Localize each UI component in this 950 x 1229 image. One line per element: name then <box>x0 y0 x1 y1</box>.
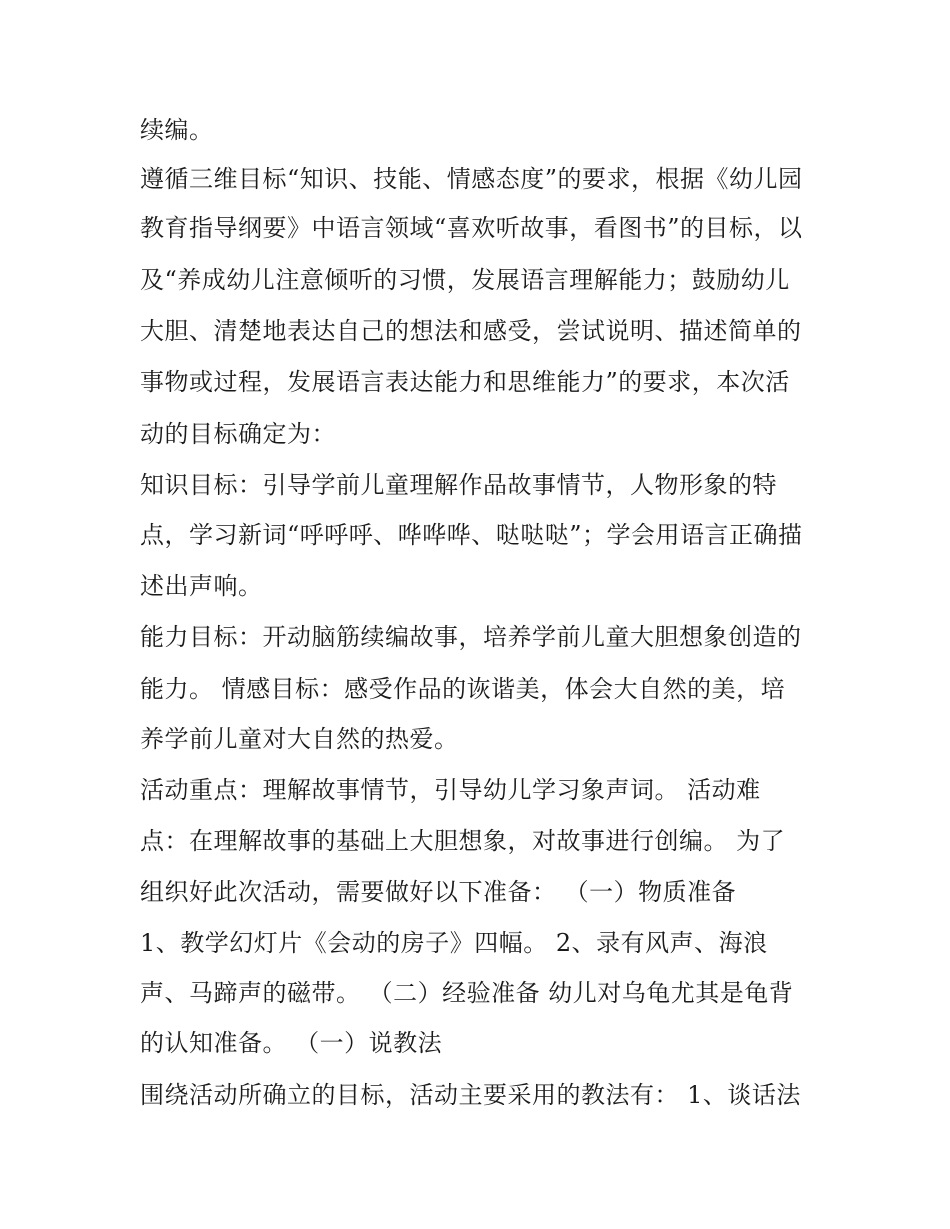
text-line: 1、教学幻灯片《会动的房子》四幅。 2、录有风声、海浪 <box>140 929 768 957</box>
text-line: 及“养成幼儿注意倾听的习惯，发展语言理解能力；鼓励幼儿 <box>140 266 790 294</box>
text-line: 养学前儿童对大自然的热爱。 <box>140 725 459 753</box>
text-line: 组织好此次活动，需要做好以下准备： （一）物质准备 <box>140 878 737 906</box>
text-line: 遵循三维目标“知识、技能、情感态度”的要求，根据《幼儿园 <box>140 165 803 193</box>
text-line: 述出声响。 <box>140 572 263 600</box>
text-line: 声、马蹄声的磁带。 （二）经验准备 幼儿对乌龟尤其是龟背 <box>140 979 794 1007</box>
text-line: 教育指导纲要》中语言领域“喜欢听故事，看图书”的目标，以 <box>140 214 803 242</box>
text-line: 围绕活动所确立的目标，活动主要采用的教法有： 1、谈话法 <box>140 1081 801 1109</box>
text-line: 能力目标：开动脑筋续编故事，培养学前儿童大胆想象创造的 <box>140 623 802 651</box>
text-line: 续编。 <box>140 116 214 144</box>
text-line: 事物或过程，发展语言表达能力和思维能力”的要求，本次活 <box>140 368 790 396</box>
text-line: 动的目标确定为： <box>140 420 336 448</box>
text-line: 活动重点：理解故事情节，引导幼儿学习象声词。 活动难 <box>140 776 761 804</box>
text-line: 知识目标：引导学前儿童理解作品故事情节，人物形象的特 <box>140 471 777 499</box>
text-line: 大胆、清楚地表达自己的想法和感受，尝试说明、描述简单的 <box>140 317 802 345</box>
text-line: 点，学习新词“呼呼呼、哗哗哗、哒哒哒”；学会用语言正确描 <box>140 521 803 549</box>
text-line: 点：在理解故事的基础上大胆想象，对故事进行创编。 为了 <box>140 827 786 855</box>
text-line: 能力。 情感目标：感受作品的诙谐美，体会大自然的美，培 <box>140 675 786 703</box>
text-line: 的认知准备。 （一）说教法 <box>140 1029 443 1057</box>
